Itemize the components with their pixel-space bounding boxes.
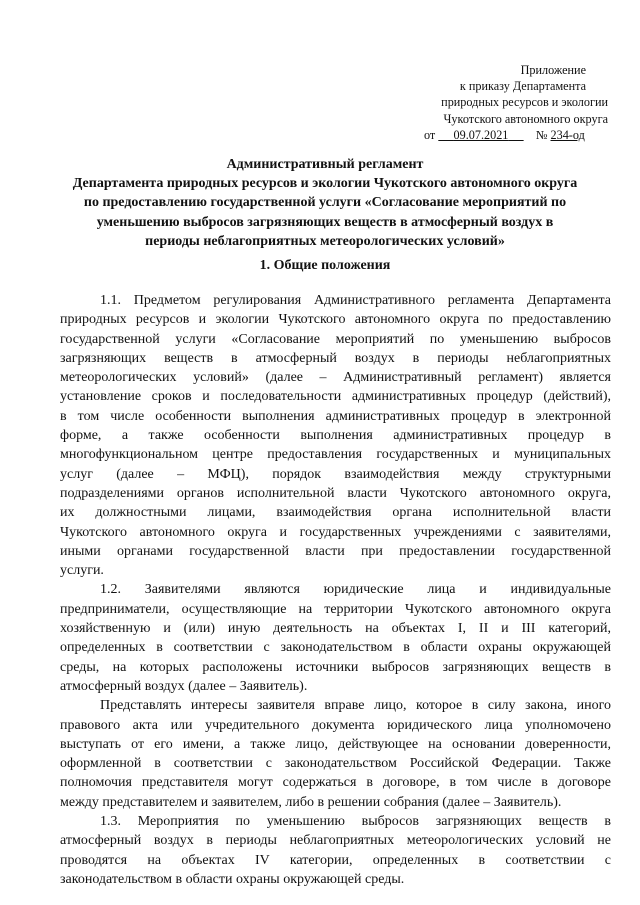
appendix-line: Приложение <box>520 63 586 77</box>
date-value: 09.07.2021 <box>453 127 509 142</box>
paragraph-line: многофункциональном центре предоставления государственных и муниципальных <box>60 447 611 463</box>
title-line: периоды неблагоприятных метеорологических условий» <box>145 233 505 249</box>
paragraph <box>60 291 611 580</box>
title-line: Департамента природных ресурсов и экологии Чукотского автономного округа <box>72 176 578 192</box>
paragraph <box>60 696 611 812</box>
section-heading: 1. Общие положения <box>259 258 391 273</box>
date-prefix: от <box>424 127 436 142</box>
paragraph-line: проводятся на объектах IV категории, определенных в соответствии с <box>60 852 611 868</box>
paragraph-line: загрязняющих веществ в атмосферный воздух в периоды неблагоприятных <box>60 350 611 366</box>
number-prefix: № <box>535 127 548 142</box>
paragraph-line: их должностными лицами, взаимодействия органа исполнительной власти <box>60 505 611 521</box>
paragraph-line: атмосферный воздух (далее – Заявитель). <box>60 678 308 694</box>
paragraph-line: правового акта или учредительного документа юридического лица уполномочено <box>60 717 611 733</box>
paragraph-line: услуги. <box>60 563 104 579</box>
paragraph-line: оформленной в соответствии с законодательством Российской Федерации. Также <box>60 756 611 772</box>
paragraph-line: атмосферный воздух в периоды неблагоприятных метеорологических условий не <box>60 833 611 849</box>
paragraph-line: выступать от его имени, а также лицо, действующее на основании доверенности, <box>60 736 611 752</box>
paragraph-line: иными органами государственной власти при предоставлении государственной <box>60 543 611 559</box>
paragraph-line: в том числе особенности выполнения административных процедур в электронной <box>60 408 611 424</box>
appendix-date-line <box>424 127 608 143</box>
document-title <box>60 155 590 251</box>
appendix-line: Чукотского автономного округа <box>443 111 608 126</box>
paragraph <box>60 812 611 889</box>
title-line: по предоставлению государственной услуги «Согласование мероприятий по <box>83 195 567 211</box>
paragraph-line: государственной услуги «Согласование мероприятий по уменьшению выбросов <box>60 331 611 347</box>
appendix-line: природных ресурсов и экологии <box>441 95 608 110</box>
appendix-line: к приказу Департамента <box>459 79 586 94</box>
paragraph-line: форме, а также особенности выполнения административных процедур в <box>60 428 611 444</box>
paragraph-line: метеорологических условий» (далее – Административный регламент) является <box>60 370 611 386</box>
paragraph-line: 1.1. Предметом регулирования Административного регламента Департамента <box>100 293 611 308</box>
paragraph <box>60 580 611 696</box>
paragraph-line: Чукотского автономного округа и государственных учреждениями с заявителями, <box>60 524 611 540</box>
paragraph-line: 1.3. Мероприятия по уменьшению выбросов загрязняющих веществ в <box>100 814 611 830</box>
paragraph-line: между представителем и заявителем, либо в решении собрания (далее – Заявитель). <box>60 794 562 810</box>
paragraph-line: предприниматели, осуществляющие на территории Чукотского автономного округа <box>60 601 611 617</box>
title-line: уменьшению выбросов загрязняющих веществ в атмосферный воздух в <box>96 214 554 230</box>
paragraph-line: полномочия представителя могут содержаться в договоре, в том числе в договоре <box>60 775 611 791</box>
body-text <box>60 291 611 889</box>
paragraph-line: 1.2. Заявителями являются юридические лица и индивидуальные <box>100 582 611 598</box>
paragraph-line: подразделениями органов исполнительной власти Чукотского автономного округа, <box>60 485 611 501</box>
paragraph-line: установление сроков и последовательности административных процедур (действий), <box>60 389 611 405</box>
number-value: 234-од <box>550 127 585 142</box>
title-line: Административный регламент <box>226 157 424 172</box>
appendix-block <box>424 62 608 143</box>
paragraph-line: законодательством в области охраны окружающей среды. <box>60 871 405 887</box>
paragraph-line: услуг (далее – МФЦ), порядок взаимодействия между структурными <box>60 466 611 482</box>
paragraph-line: хозяйственную и (или) иную деятельность на объектах I, II и III категорий, <box>60 621 611 637</box>
paragraph-line: природных ресурсов и экологии Чукотского автономного округа по предоставлению <box>60 312 611 328</box>
paragraph-line: среды, на которых расположены источники выбросов загрязняющих веществ в <box>60 659 611 675</box>
paragraph-line: Представлять интересы заявителя вправе лицо, которое в силу закона, иного <box>100 698 611 714</box>
paragraph-line: определенных в соответствии с законодательством в области охраны окружающей <box>60 640 611 656</box>
